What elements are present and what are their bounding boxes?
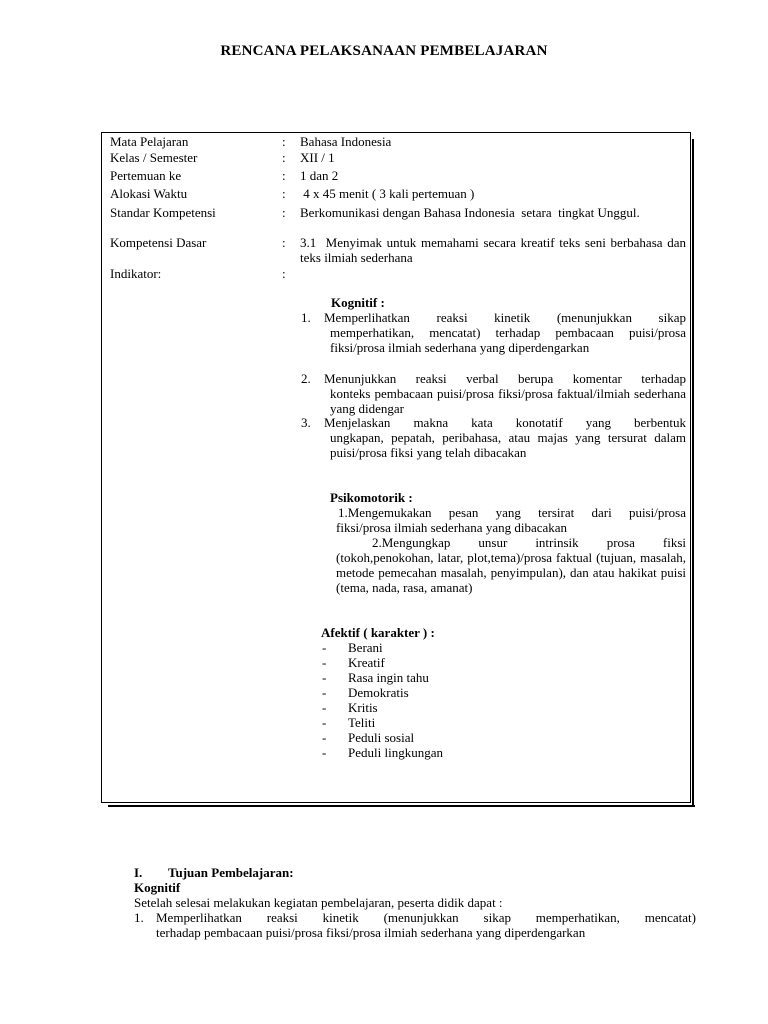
row-colon: : <box>282 150 286 165</box>
kognitif-number: 1. <box>301 310 311 325</box>
tujuan-item-number: 1. <box>134 910 144 925</box>
afektif-item-label: Kritis <box>348 700 378 715</box>
psikomotorik-item-first-line: 1.Mengemukakan pesan yang tersirat dari puisi/prosa <box>338 505 686 520</box>
afektif-item-label: Peduli lingkungan <box>348 745 443 760</box>
row-label: Standar Kompetensi <box>110 205 216 220</box>
afektif-heading: Afektif ( karakter ) : <box>321 625 435 640</box>
row-value: 4 x 45 menit ( 3 kali pertemuan ) <box>300 186 475 201</box>
kognitif-item-rest: ungkapan, pepatah, peribahasa, atau majas yang tersurat dalam puisi/prosa fiksi yang telah dibacakan <box>330 430 686 460</box>
dash-bullet: - <box>322 700 327 715</box>
row-value: 3.1 Menyimak untuk memahami secara kreatif teks seni berbahasa dan teks ilmiah sederhana <box>300 235 690 265</box>
kognitif-item-first-line: Menunjukkan reaksi verbal berupa komentar terhadap <box>324 371 686 386</box>
row-colon: : <box>282 134 286 149</box>
dash-bullet: - <box>322 715 327 730</box>
row-label: Mata Pelajaran <box>110 134 189 149</box>
psikomotorik-heading: Psikomotorik : <box>330 490 413 505</box>
lesson-plan-table <box>101 132 691 803</box>
dash-bullet: - <box>322 670 327 685</box>
row-label: Kompetensi Dasar <box>110 235 207 250</box>
kognitif-item-first-line: Memperlihatkan reaksi kinetik (menunjukkan sikap <box>324 310 686 325</box>
psikomotorik-item-first-line: 2.Mengungkap unsur intrinsik prosa fiksi <box>372 535 686 550</box>
kognitif-item-first-line: Menjelaskan makna kata konotatif yang berbentuk <box>324 415 686 430</box>
tujuan-item-rest: terhadap pembacaan puisi/prosa fiksi/prosa ilmiah sederhana yang diperdengarkan <box>156 925 586 940</box>
afektif-item-label: Berani <box>348 640 383 655</box>
row-value: XII / 1 <box>300 150 335 165</box>
afektif-item-label: Teliti <box>348 715 376 730</box>
kognitif-item-rest: konteks pembacaan puisi/prosa fiksi/prosa faktual/ilmiah sederhana yang didengar <box>330 386 686 416</box>
tujuan-intro: Setelah selesai melakukan kegiatan pembelajaran, peserta didik dapat : <box>134 895 503 910</box>
kognitif-number: 2. <box>301 371 311 386</box>
row-value: Bahasa Indonesia <box>300 134 392 149</box>
kognitif-heading: Kognitif : <box>331 295 385 310</box>
tujuan-subheading: Kognitif <box>134 880 181 895</box>
afektif-item-label: Kreatif <box>348 655 385 670</box>
dash-bullet: - <box>322 685 327 700</box>
row-value: 1 dan 2 <box>300 168 339 183</box>
dash-bullet: - <box>322 640 327 655</box>
row-label: Indikator: <box>110 266 162 281</box>
tujuan-section-heading <box>134 865 696 880</box>
section-title: Tujuan Pembelajaran: <box>168 865 294 880</box>
psikomotorik-item-rest: (tokoh,penokohan, latar, plot,tema)/prosa faktual (tujuan, masalah, metode pemecahan masalah, penyimpulan), dan atau hakikat puisi (tema, nada, rasa, amanat) <box>336 550 686 595</box>
dash-bullet: - <box>322 655 327 670</box>
row-colon: : <box>282 168 286 183</box>
afektif-item-label: Demokratis <box>348 685 409 700</box>
afektif-item-label: Peduli sosial <box>348 730 415 745</box>
dash-bullet: - <box>322 745 327 760</box>
row-label: Kelas / Semester <box>110 150 198 165</box>
tujuan-item-first-line: Memperlihatkan reaksi kinetik (menunjukkan sikap memperhatikan, mencatat) <box>156 910 696 925</box>
psikomotorik-item-rest: fiksi/prosa ilmiah sederhana yang dibacakan <box>336 520 568 535</box>
row-label: Alokasi Waktu <box>110 186 188 201</box>
row-colon: : <box>282 266 286 281</box>
kognitif-item-rest: memperhatikan, mencatat) terhadap pembacaan puisi/prosa fiksi/prosa ilmiah sederhana yang diperdengarkan <box>330 325 686 355</box>
section-number: I. <box>134 865 143 880</box>
row-value: Berkomunikasi dengan Bahasa Indonesia setara tingkat Unggul. <box>300 205 640 220</box>
row-colon: : <box>282 235 286 250</box>
row-label: Pertemuan ke <box>110 168 182 183</box>
kognitif-number: 3. <box>301 415 311 430</box>
row-colon: : <box>282 186 286 201</box>
dash-bullet: - <box>322 730 327 745</box>
afektif-item-label: Rasa ingin tahu <box>348 670 429 685</box>
page-title: RENCANA PELAKSANAAN PEMBELAJARAN <box>220 43 548 59</box>
row-colon: : <box>282 205 286 220</box>
